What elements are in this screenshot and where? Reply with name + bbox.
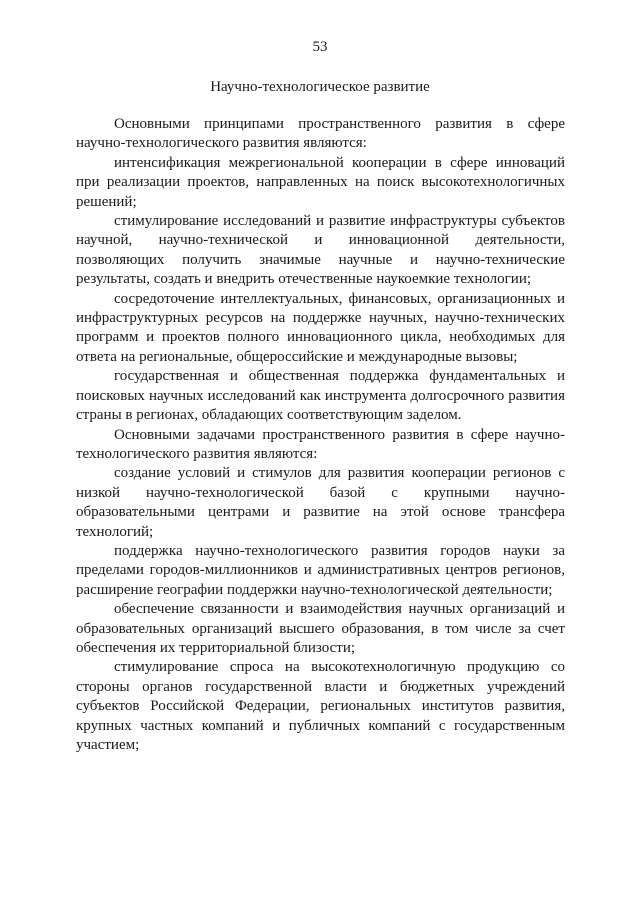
document-body <box>76 115 565 755</box>
paragraph: обеспечение связанности и взаимодействия научных организаций и образовательных организаций высшего образования, в том числе за счет обеспечения их территориальной близости; <box>76 601 565 656</box>
paragraph: Основными принципами пространственного развития в сфере научно-технологического развития являются: <box>76 116 565 152</box>
section-heading: Научно-технологическое развитие <box>210 79 430 95</box>
paragraph: интенсификация межрегиональной кооперации в сфере инноваций при реализации проектов, направленных на поиск высокотехнологичных решений; <box>76 154 565 210</box>
paragraph: создание условий и стимулов для развития кооперации регионов с низкой научно-технологической базой с крупными научно-образовательными центрами и развитие на этой основе трансфера технологий; <box>76 465 565 540</box>
page-number: 53 <box>312 39 328 55</box>
paragraph: Основными задачами пространственного развития в сфере научно-технологического развития являются: <box>76 426 565 462</box>
paragraph: стимулирование исследований и развитие инфраструктуры субъектов научной, научно-технической и инновационной деятельности, позволяющих получить значимые научные и научно-технические результаты, создать и внедрить отечественные наукоемкие технологии; <box>76 213 565 288</box>
paragraph: поддержка научно-технологического развития городов науки за пределами городов-миллионников и административных центров регионов, расширение географии поддержки научно-технологической деятельности; <box>76 542 565 598</box>
paragraph: сосредоточение интеллектуальных, финансовых, организационных и инфраструктурных ресурсов на поддержке научных, научно-технических программ и проектов полного инновационного цикла, необходимых для ответа на региональные, общероссийские и международные вызовы; <box>76 290 565 365</box>
paragraph: государственная и общественная поддержка фундаментальных и поисковых научных исследований как инструмента долгосрочного развития страны в регионах, обладающих соответствующим заделом. <box>76 368 565 424</box>
paragraph: стимулирование спроса на высокотехнологичную продукцию со стороны органов государственной власти и бюджетных учреждений субъектов Российской Федерации, региональных институтов развития, крупных частных компаний и публичных компаний с государственным участием; <box>76 659 565 753</box>
